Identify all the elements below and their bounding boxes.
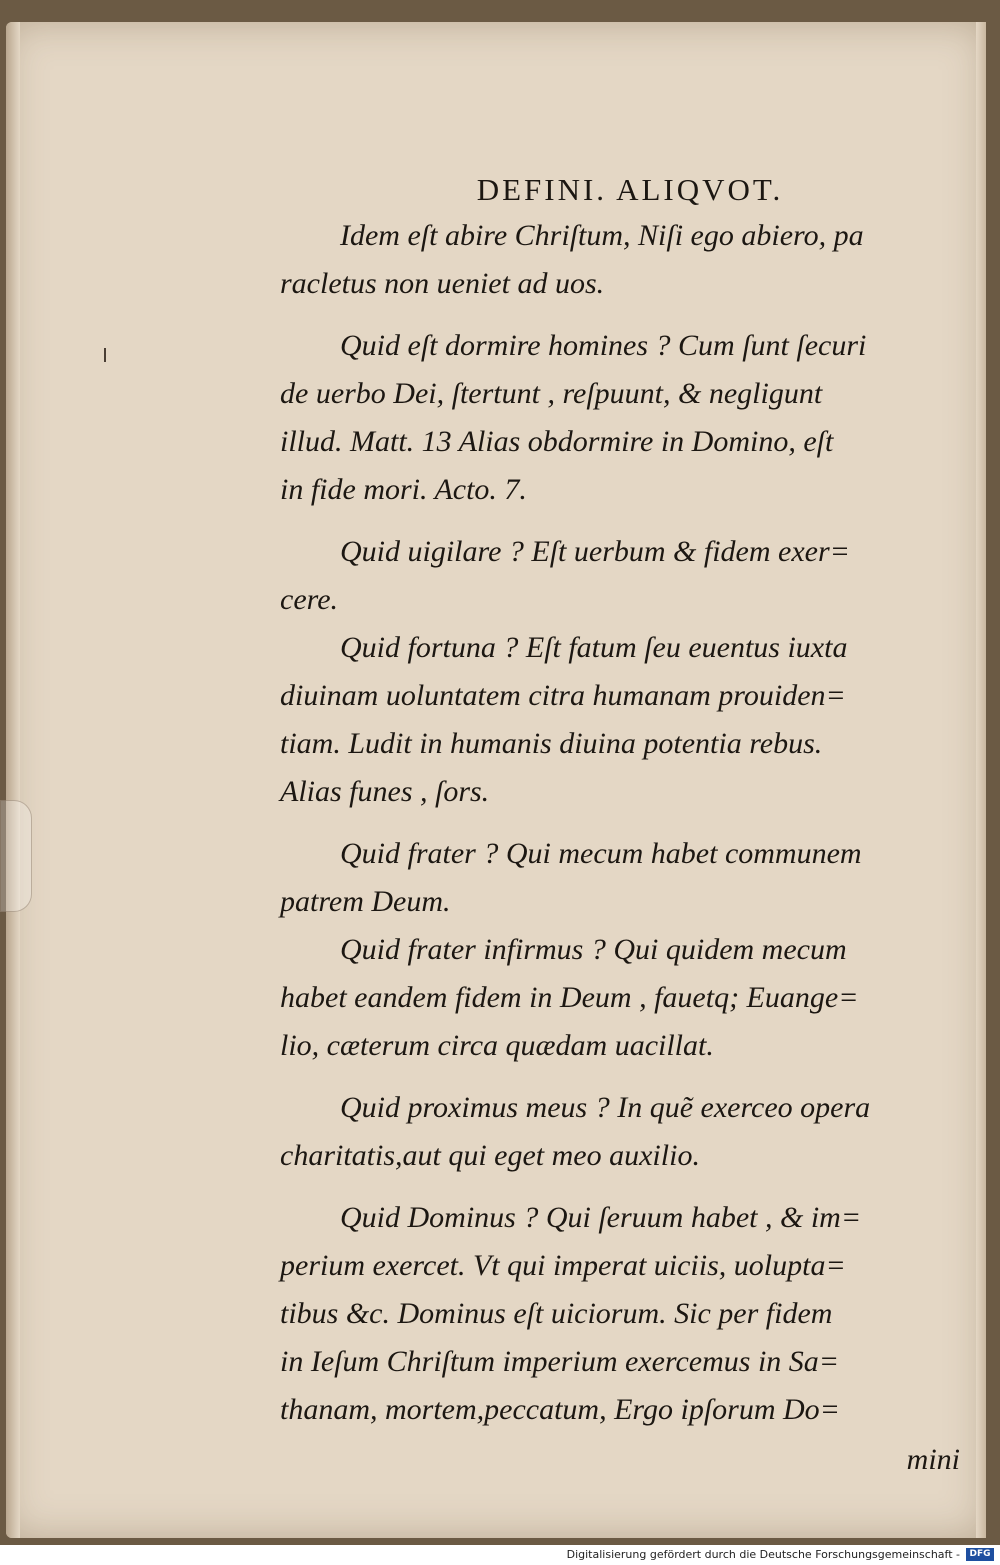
text-line: Quid proximus meus ? In quẽ exerceo opera [340,1091,871,1124]
paragraph [280,926,960,1070]
dfg-logo: DFG [966,1548,994,1561]
text-line: perium exercet. Vt qui imperat uiciis, uolupta= [280,1249,846,1282]
text-line: Alias funes , ſors. [280,775,490,808]
text-line: charitatis,aut qui eget meo auxilio. [280,1139,700,1172]
text-line: Quid fortuna ? Eſt fatum ſeu euentus iuxta [340,631,848,664]
paragraph [280,322,960,514]
text-line: in Ieſum Chriſtum imperium exercemus in Sa= [280,1345,840,1378]
text-line: Idem eſt abire Chriſtum, Niſi ego abiero, pa [340,219,864,252]
text-line: de uerbo Dei, ſtertunt , reſpuunt, & negligunt [280,377,823,410]
text-line: diuinam uoluntatem citra humanam prouiden= [280,679,846,712]
text-line: Quid frater ? Qui mecum habet communem [340,837,862,870]
page-edge-shadow [976,22,986,1538]
paragraph [280,624,960,816]
text-line: tiam. Ludit in humanis diuina potentia rebus. [280,727,823,760]
text-line: patrem Deum. [280,885,451,918]
text-block [280,168,960,1484]
text-line: thanam, mortem,peccatum, Ergo ipſorum Do= [280,1393,840,1426]
paragraph [280,212,960,308]
text-line: lio, cæterum circa quædam uacillat. [280,1029,714,1062]
text-line: tibus &c. Dominus eſt uiciorum. Sic per fidem [280,1297,833,1330]
running-head: DEFINI. ALIQVOT. [476,172,784,207]
text-line: Quid Dominus ? Qui ſeruum habet , & im= [340,1201,862,1234]
text-line: Quid eſt dormire homines ? Cum ſunt ſecuri [340,329,867,362]
text-line: illud. Matt. 13 Alias obdormire in Domino, eſt [280,425,834,458]
paragraph [280,1194,960,1434]
page-gutter-shadow [6,22,20,1538]
footer-bar [0,1545,1000,1565]
paragraph [280,830,960,926]
funding-notice: Digitalisierung gefördert durch die Deutsche Forschungsgemeinschaft - [566,1548,960,1561]
text-line: in fide mori. Acto. 7. [280,473,527,506]
paragraph [280,528,960,624]
stray-ink-mark [104,348,106,362]
catchword: mini [906,1443,960,1476]
text-line: Quid frater infirmus ? Qui quidem mecum [340,933,847,966]
text-line: racletus non ueniet ad uos. [280,267,605,300]
text-line: habet eandem fidem in Deum , fauetq; Euange= [280,981,859,1014]
text-line: cere. [280,583,339,616]
paragraph [280,1084,960,1180]
text-line: Quid uigilare ? Eſt uerbum & fidem exer= [340,535,850,568]
clip-mark [0,800,32,912]
